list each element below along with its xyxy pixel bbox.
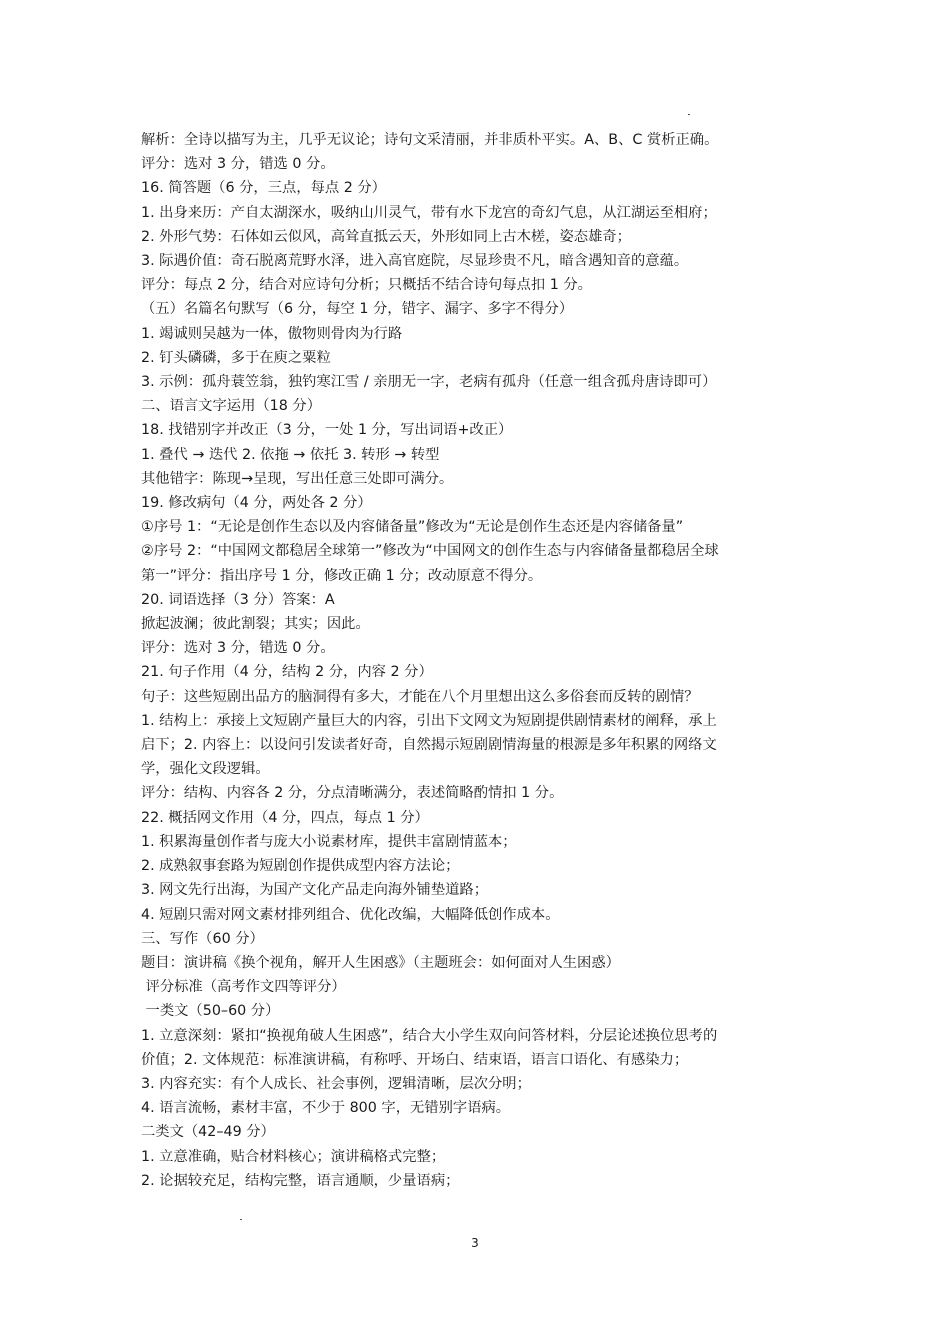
text-line: 1. 立意深刻：紧扣“换视角破人生困惑”，结合大小学生双向问答材料，分层论述换位思考的	[141, 1027, 718, 1044]
text-line: 评分标准（高考作文四等评分）	[141, 979, 346, 996]
text-line: 评分：每点 2 分，结合对应诗句分析；只概括不结合诗句每点扣 1 分。	[141, 277, 592, 294]
text-line: 1. 叠代 → 迭代 2. 依拖 → 依托 3. 转形 → 转型	[141, 446, 440, 463]
scan-speck	[240, 1219, 242, 1220]
question-heading: 20. 词语选择（3 分）答案：A	[141, 591, 335, 608]
text-line: ②序号 2：“中国网文都稳居全球第一”修改为“中国网文的创作生态与内容储备量都稳居全球	[141, 543, 719, 560]
text-line: 4. 语言流畅，素材丰富，不少于 800 字，无错别字语病。	[141, 1100, 511, 1117]
text-line: 2. 成熟叙事套路为短剧创作提供成型内容方法论；	[141, 858, 460, 875]
question-heading: 18. 找错别字并改正（3 分，一处 1 分，写出词语+改正）	[141, 422, 513, 439]
text-line: 1. 积累海量创作者与庞大小说素材库，提供丰富剧情蓝本；	[141, 833, 517, 850]
text-line: 2. 论据较充足，结构完整，语言通顺，少量语病；	[141, 1172, 460, 1189]
text-line: 2. 外形气势：石体如云似风，高耸直抵云天，外形如同上古木槎，姿态雄奇；	[141, 228, 631, 245]
text-line: 解析：全诗以描写为主，几乎无议论；诗句文采清丽，并非质朴平实。A、B、C 赏析正确。	[141, 132, 719, 148]
text-line: 3. 际遇价值：奇石脱离荒野水泽，进入高官庭院，尽显珍贵不凡，暗含遇知音的意蕴。	[141, 253, 689, 270]
page-number: 3	[471, 1236, 479, 1250]
text-line: 启下；2. 内容上：以设问引发读者好奇，自然揭示短剧剧情海量的根源是多年积累的网络文	[141, 737, 717, 754]
text-line: 题目：演讲稿《换个视角，解开人生困惑》（主题班会：如何面对人生困惑）	[141, 954, 620, 971]
text-line: 4. 短剧只需对网文素材排列组合、优化改编，大幅降低创作成本。	[141, 906, 560, 923]
text-line: ①序号 1：“无论是创作生态以及内容储备量”修改为“无论是创作生态还是内容储备量”	[141, 519, 684, 536]
text-line: 其他错字：陈现→呈现，写出任意三处即可满分。	[141, 470, 454, 487]
text-line: 3. 网文先行出海，为国产文化产品走向海外铺垫道路；	[141, 882, 489, 899]
text-line: 1. 竭诚则吴越为一体，傲物则骨肉为行路	[141, 325, 403, 342]
text-line: 1. 结构上：承接上文短剧产量巨大的内容，引出下文网文为短剧提供剧情素材的阐释，承上	[141, 712, 717, 729]
text-line: 3. 示例：孤舟蓑笠翁，独钓寒江雪 / 亲朋无一字，老病有孤舟（任意一组含孤舟唐诗即可）	[141, 374, 717, 391]
text-line: 1. 立意准确，贴合材料核心；演讲稿格式完整；	[141, 1148, 446, 1165]
question-heading: 22. 概括网文作用（4 分，四点，每点 1 分）	[141, 809, 429, 826]
text-line: 学，强化文段逻辑。	[141, 761, 270, 778]
text-line: 第一”评分：指出序号 1 分，修改正确 1 分；改动原意不得分。	[141, 567, 543, 584]
scan-speck	[688, 114, 690, 115]
answer-key-body	[141, 128, 813, 1193]
text-line: 掀起波澜；彼此割裂；其实；因此。	[141, 616, 370, 633]
section-heading: 三、写作（60 分）	[141, 930, 264, 947]
text-line: 价值；2. 文体规范：标准演讲稿，有称呼、开场白、结束语，语言口语化、有感染力；	[141, 1051, 689, 1068]
section-heading: 二、语言文字运用（18 分）	[141, 398, 322, 415]
text-line: 评分：选对 3 分，错选 0 分。	[141, 640, 335, 657]
text-line: 3. 内容充实：有个人成长、社会事例，逻辑清晰，层次分明；	[141, 1075, 531, 1092]
text-line: 一类文（50–60 分）	[141, 1003, 280, 1020]
text-line: 评分：选对 3 分，错选 0 分。	[141, 156, 335, 173]
section-heading: （五）名篇名句默写（6 分，每空 1 分，错字、漏字、多字不得分）	[141, 301, 574, 318]
question-heading: 19. 修改病句（4 分，两处各 2 分）	[141, 495, 372, 512]
text-line: 句子：这些短剧出品方的脑洞得有多大，才能在八个月里想出这么多俗套而反转的剧情？	[141, 688, 699, 705]
text-line: 二类文（42–49 分）	[141, 1124, 275, 1141]
question-heading: 16. 简答题（6 分，三点，每点 2 分）	[141, 180, 386, 197]
text-line: 评分：结构、内容各 2 分，分点清晰满分，表述简略酌情扣 1 分。	[141, 785, 564, 802]
text-line: 1. 出身来历：产自太湖深水，吸纳山川灵气，带有水下龙宫的奇幻气息，从江湖运至相府；	[141, 204, 717, 221]
question-heading: 21. 句子作用（4 分，结构 2 分，内容 2 分）	[141, 664, 433, 681]
text-line: 2. 钉头磷磷，多于在庾之粟粒	[141, 349, 331, 366]
